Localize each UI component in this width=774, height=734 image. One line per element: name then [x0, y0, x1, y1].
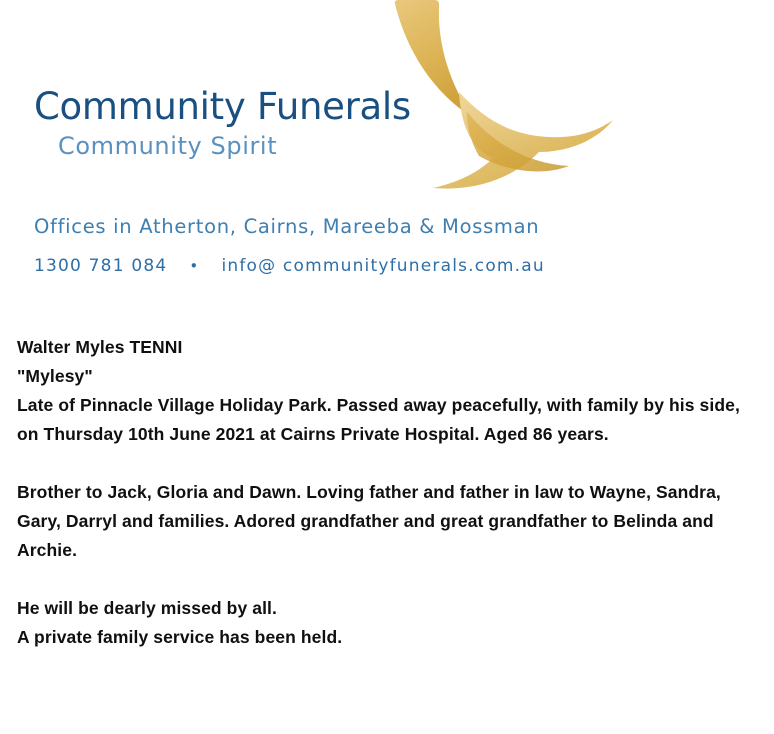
brand-name: Community Funerals: [34, 85, 411, 128]
funeral-notice: [17, 333, 765, 652]
brand-tagline: Community Spirit: [58, 132, 278, 160]
letterhead: [0, 0, 774, 300]
brand-block: [34, 85, 454, 160]
phone-number[interactable]: 1300 781 084: [34, 256, 168, 276]
notice-closing-line-1: He will be dearly missed by all.: [17, 598, 277, 618]
deceased-name: Walter Myles TENNI: [17, 337, 183, 357]
notice-details: Late of Pinnacle Village Holiday Park. Passed away peacefully, with family by his side, on Thursday 10th June 2021 at Cairns Private Hospital. Aged 86 years.: [17, 395, 740, 444]
paragraph-spacer: [17, 565, 765, 594]
bullet-separator-icon: •: [189, 256, 200, 275]
contact-line: [34, 256, 545, 276]
paragraph-spacer: [17, 449, 765, 478]
deceased-nickname: "Mylesy": [17, 366, 93, 386]
offices-line: Offices in Atherton, Cairns, Mareeba & Mossman: [34, 215, 540, 238]
notice-family: Brother to Jack, Gloria and Dawn. Loving father and father in law to Wayne, Sandra, Gary, Darryl and families. Adored grandfather and great grandfather to Belinda and Archie.: [17, 482, 721, 560]
notice-closing-line-2: A private family service has been held.: [17, 627, 343, 647]
email-address[interactable]: info@ communityfunerals.com.au: [221, 256, 545, 276]
